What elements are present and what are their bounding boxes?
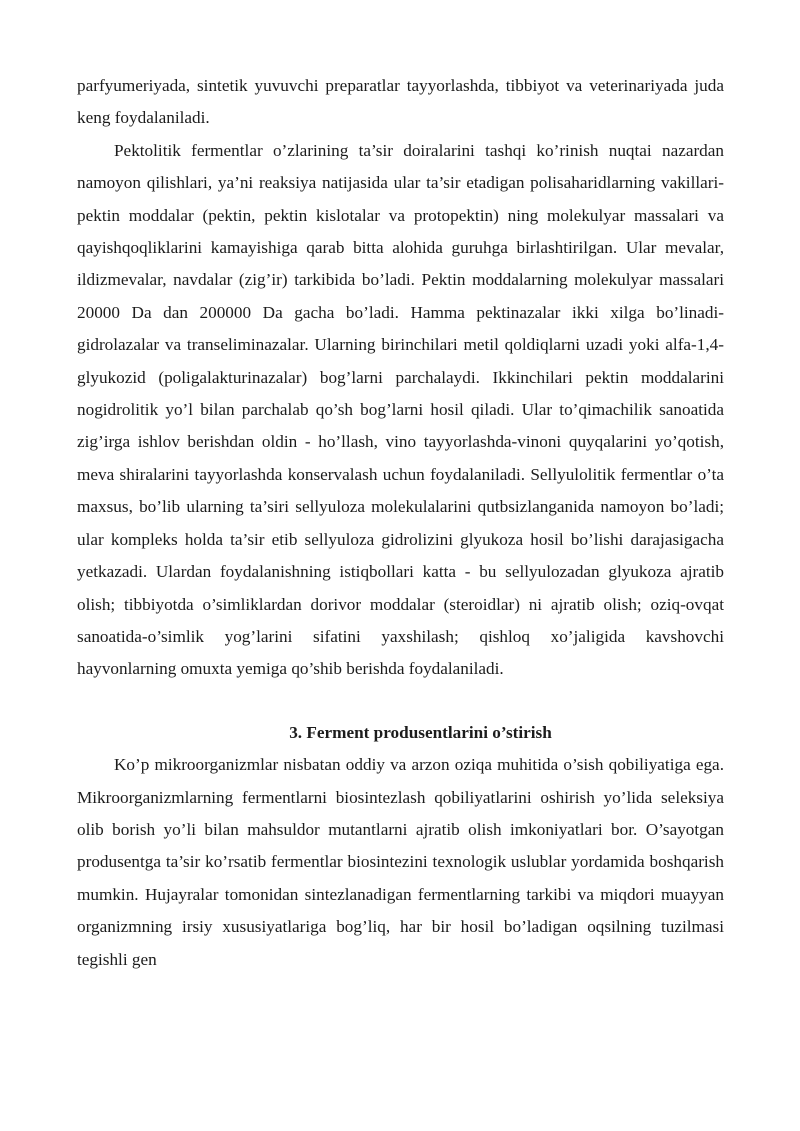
paragraph-continuation: parfyumeriyada, sintetik yuvuvchi preparatlar tayyorlashda, tibbiyot va veterinariyada juda keng foydalaniladi. (77, 76, 724, 128)
paragraph-producer-cultivation: Ko’p mikroorganizmlar nisbatan oddiy va arzon oziqa muhitida o’sish qobiliyatiga ega. Mikroorganizmlarning fermentlarni biosintezlash qobiliyatlarini oshirish yo’lida seleksiya olib borish yo’li bilan mahsuldor mutantlarni ajratib olish imkoniyatlari bor. O’sayotgan produsentga ta’sir ko’rsatib fermentlar biosintezini texnologik uslublar yordamida boshqarish mumkin. Hujayralar tomonidan sintezlanadigan fermentlarning tarkibi va miqdori muayyan organizmning irsiy xususiyatlariga bog’liq, har bir hosil bo’ladigan oqsilning tuzilmasi tegishli gen (77, 755, 724, 969)
section-spacer (77, 686, 724, 717)
section-heading: 3. Ferment produsentlarini o’stirish (289, 722, 552, 742)
paragraph-pectolytic-enzymes: Pektolitik fermentlar o’zlarining ta’sir doiralarini tashqi ko’rinish nuqtai nazardan namoyon qilishlari, ya’ni reaksiya natijasida ular ta’sir etadigan polisaharidlarning vakillari-pektin moddalar (pektin, pektin kislotalar va protopektin) ning molekulyar massalari va qayishqoqliklarini kamayishiga qarab bitta alohida guruhga birlashtirilgan. Ular mevalar, ildizmevalar, navdalar (zig’ir) tarkibida bo’ladi. Pektin moddalarning molekulyar massalari 20000 Da dan 200000 Da gacha bo’ladi. Hamma pektinazalar ikki xilga bo’linadi-gidrolazalar va transeliminazalar. Ularning birinchilari metil qoldiqlarni uzadi yoki alfa-1,4-glyukozid (poligalakturinazalar) bog’larni parchalaydi. Ikkinchilari pektin moddalarini nogidrolitik yo’l bilan parchalab qo’sh bog’larni hosil qiladi. Ular to’qimachilik sanoatida zig’irga ishlov berishdan oldin - ho’llash, vino tayyorlashda-vinoni quyqalarini yo’qotish, meva shiralarini tayyorlashda konservalash uchun foydalaniladi. Sellyulolitik fermentlar o’ta maxsus, bo’lib ularning ta’siri sellyuloza molekulalarini qutbsizlanganida namoyon bo’ladi; ular kompleks holda ta’sir etib sellyuloza gidrolizini glyukoza hosil bo’lishi darajasigacha yetkazadi. Ulardan foydalanishning istiqbollari katta - bu sellyulozadan glyukoza ajratib olish; tibbiyotda o’simliklardan dorivor moddalar (steroidlar) ni ajratib olish; oziq-ovqat sanoatida-o’simlik yog’larini sifatini yaxshilash; qishloq xo’jaligida kavshovchi hayvonlarning omuxta yemiga qo’shib berishda foydalaniladi. (77, 140, 724, 679)
